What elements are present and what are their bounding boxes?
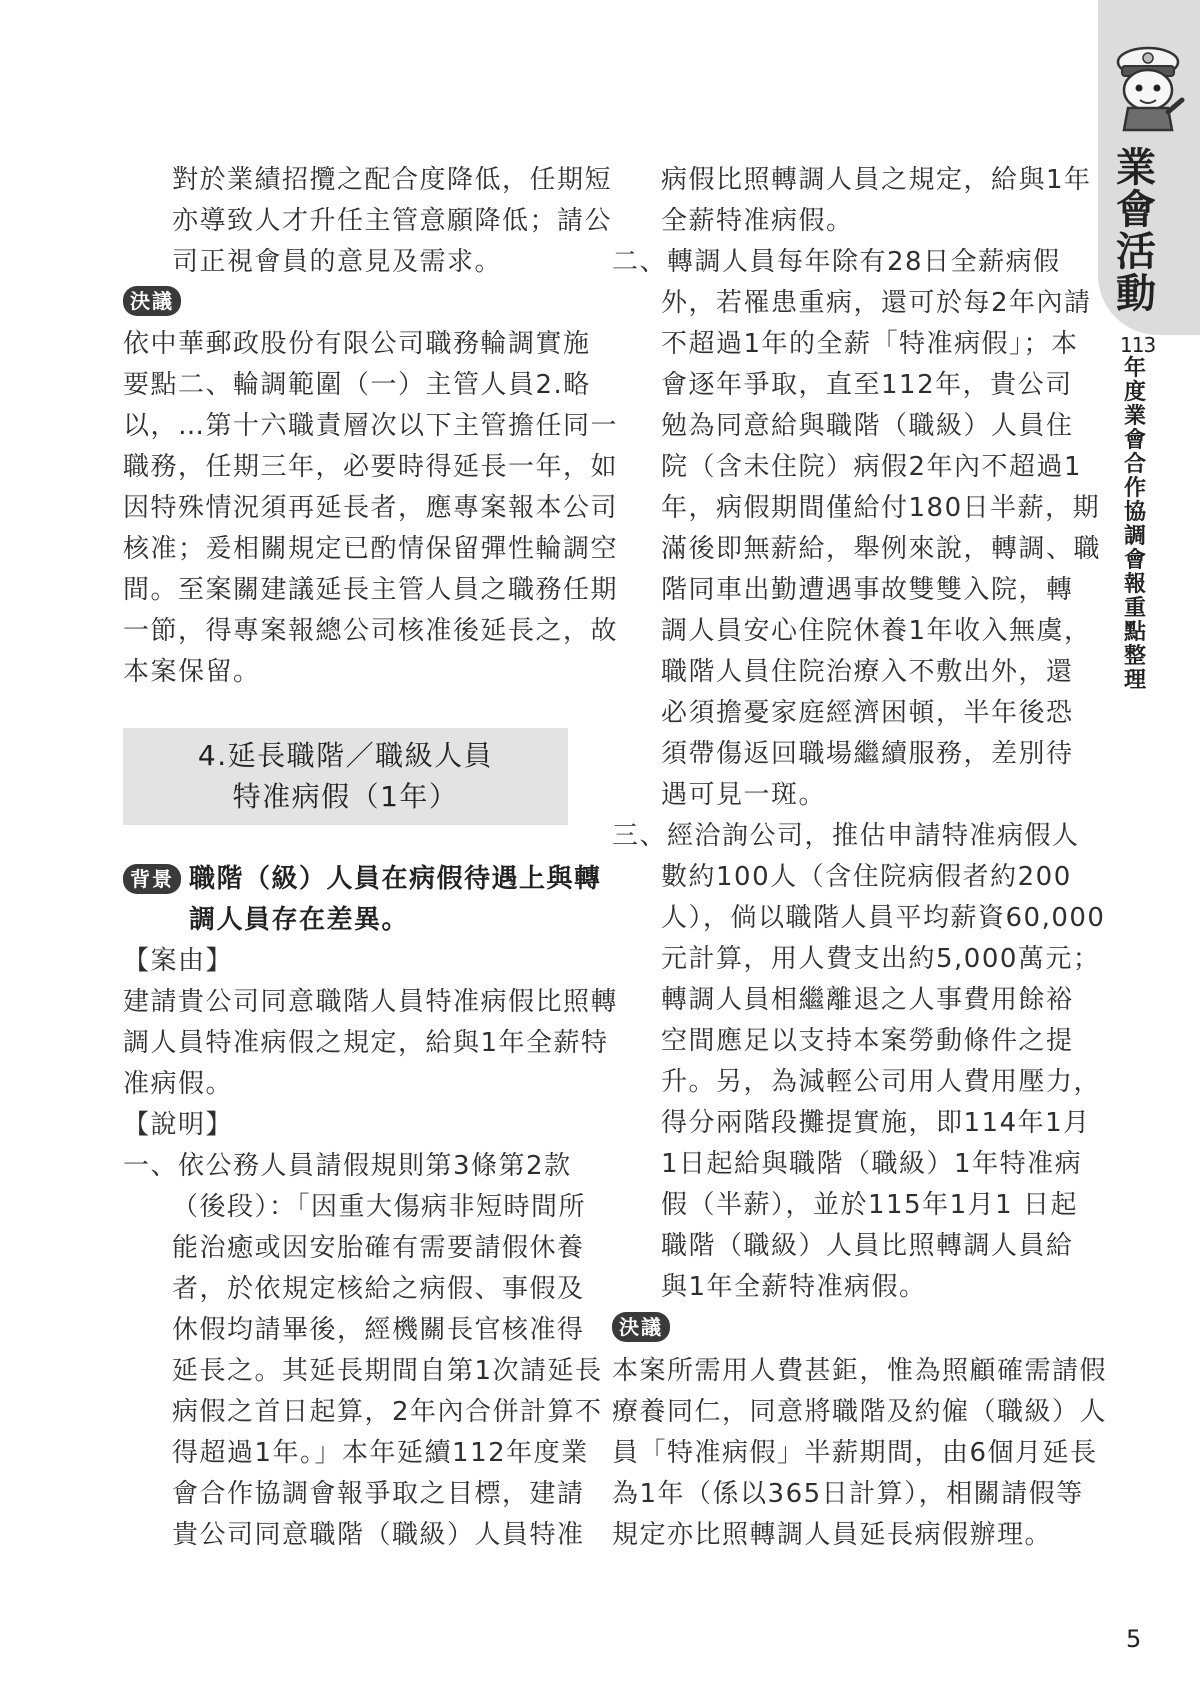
body-text-line: （後段）：「因重大傷病非短時間所 xyxy=(172,1192,587,1222)
body-text-line: 延長之。其延長期間自第1次請延長 xyxy=(172,1356,603,1386)
body-text-line: 員「特准病假」半薪期間，由6個月延長 xyxy=(612,1438,1098,1468)
running-header-number: 113 xyxy=(1120,333,1156,357)
body-text-line: 數約100人（含住院病假者約200 xyxy=(661,862,1072,892)
body-text-line: 年，病假期間僅給付180日半薪，期 xyxy=(661,493,1101,523)
body-text-line: 建請貴公司同意職階人員特准病假比照轉 xyxy=(123,987,619,1017)
case-label: 【案由】 xyxy=(123,946,234,976)
background-text-line: 職階（級）人員在病假待遇上與轉 xyxy=(189,864,602,894)
body-text-line: 不超過1年的全薪「特准病假」；本 xyxy=(661,329,1079,359)
body-text-line: 能治癒或因安胎確有需要請假休養 xyxy=(172,1233,585,1263)
body-text-line: 一節，得專案報總公司核准後延長之，故 xyxy=(123,616,619,646)
resolution-tag: 決議 xyxy=(612,1312,670,1342)
body-text-line: 亦導致人才升任主管意願降低；請公 xyxy=(172,206,613,236)
body-text-line: 間。至案關建議延長主管人員之職務任期 xyxy=(123,575,619,605)
police-mascot-icon xyxy=(1108,42,1188,134)
body-text-line: 職階（職級）人員比照轉調人員給 xyxy=(661,1231,1074,1261)
body-text-line: 須帶傷返回職場繼續服務，差別待 xyxy=(661,739,1074,769)
section-heading-line: 特准病假（1年） xyxy=(232,780,459,813)
body-text-line: 院（含未住院）病假2年內不超過1 xyxy=(661,452,1083,482)
body-text-line: 本案保留。 xyxy=(123,657,261,687)
body-text-line: 調人員特准病假之規定，給與1年全薪特 xyxy=(123,1028,609,1058)
running-header-char: 報 xyxy=(1123,572,1146,597)
running-header-char: 合 xyxy=(1123,452,1146,477)
body-text-line: 病假之首日起算，2年內合併計算不 xyxy=(172,1397,603,1427)
running-header-char: 重 xyxy=(1123,596,1146,621)
side-tab-char: 會 xyxy=(1116,186,1156,233)
body-text-line: 外，若罹患重病，還可於每2年內請 xyxy=(661,288,1092,318)
running-header-char: 業 xyxy=(1123,404,1146,429)
body-text-line: 三、經洽詢公司，推估申請特准病假人 xyxy=(612,821,1080,851)
body-text-line: 司正視會員的意見及需求。 xyxy=(172,247,503,277)
body-text-line: 假（半薪），並於115年1月1 日起 xyxy=(661,1190,1078,1220)
running-header-char: 會 xyxy=(1123,548,1146,573)
body-text-line: 1日起給與職階（職級）1年特准病 xyxy=(661,1149,1083,1179)
running-header-char: 年 xyxy=(1123,356,1146,381)
body-text-line: 職務，任期三年，必要時得延長一年，如 xyxy=(123,452,619,482)
side-tab-char: 業 xyxy=(1116,144,1156,191)
page-number: 5 xyxy=(1126,1625,1142,1653)
body-text-line: 轉調人員相繼離退之人事費用餘裕 xyxy=(661,985,1074,1015)
body-text-line: 必須擔憂家庭經濟困頓，半年後恐 xyxy=(661,698,1074,728)
body-text-line: 依中華郵政股份有限公司職務輪調實施 xyxy=(123,329,591,359)
body-text-line: 病假比照轉調人員之規定，給與1年 xyxy=(661,165,1092,195)
running-header-char: 會 xyxy=(1123,428,1146,453)
body-text-line: 會合作協調會報爭取之目標，建請 xyxy=(172,1479,585,1509)
running-header-char: 作 xyxy=(1123,476,1146,501)
body-text-line: 階同車出勤遭遇事故雙雙入院，轉 xyxy=(661,575,1074,605)
running-header-char: 點 xyxy=(1123,620,1146,645)
body-text-line: 遇可見一斑。 xyxy=(661,780,827,810)
body-text-line: 空間應足以支持本案勞動條件之提 xyxy=(661,1026,1074,1056)
side-tab-char: 動 xyxy=(1116,270,1156,317)
body-text-line: 要點二、輪調範圍（一）主管人員2.略 xyxy=(123,370,591,400)
body-text-line: 核准；爰相關規定已酌情保留彈性輪調空 xyxy=(123,534,619,564)
body-text-line: 因特殊情況須再延長者，應專案報本公司 xyxy=(123,493,619,523)
body-text-line: 與1年全薪特准病假。 xyxy=(661,1272,927,1302)
body-text-line: 升。另，為減輕公司用人費用壓力， xyxy=(661,1067,1102,1097)
body-text-line: 一、依公務人員請假規則第3條第2款 xyxy=(123,1151,572,1181)
side-tab-char: 活 xyxy=(1116,228,1156,275)
section-heading-line: 4.延長職階／職級人員 xyxy=(197,739,494,772)
body-text-line: 以，…第十六職責層次以下主管擔任同一 xyxy=(123,411,619,441)
explain-label: 【說明】 xyxy=(123,1110,234,1140)
running-header-char: 協 xyxy=(1123,500,1146,525)
background-tag: 背景 xyxy=(123,864,181,894)
body-text-line: 勉為同意給與職階（職級）人員住 xyxy=(661,411,1074,441)
body-text-line: 本案所需用人費甚鉅，惟為照顧確需請假 xyxy=(612,1356,1108,1386)
section-heading-box xyxy=(123,728,568,825)
running-header-char: 整 xyxy=(1123,644,1146,669)
body-text-line: 得超過1年。」本年延續112年度業 xyxy=(172,1438,589,1468)
background-text-line: 調人員存在差異。 xyxy=(189,905,410,935)
body-text-line: 會逐年爭取，直至112年，貴公司 xyxy=(661,370,1073,400)
body-text-line: 得分兩階段攤提實施，即114年1月 xyxy=(661,1108,1091,1138)
running-header-char: 理 xyxy=(1123,668,1146,693)
body-text-line: 全薪特准病假。 xyxy=(661,206,854,236)
body-text-line: 療養同仁，同意將職階及約僱（職級）人 xyxy=(612,1397,1108,1427)
body-text-line: 者，於依規定核給之病假、事假及 xyxy=(172,1274,585,1304)
resolution-tag: 決議 xyxy=(123,286,181,316)
body-text-line: 二、轉調人員每年除有28日全薪病假 xyxy=(612,247,1061,277)
body-text-line: 貴公司同意職階（職級）人員特准 xyxy=(172,1520,585,1550)
body-text-line: 滿後即無薪給，舉例來說，轉調、職 xyxy=(661,534,1102,564)
body-text-line: 規定亦比照轉調人員延長病假辦理。 xyxy=(612,1520,1053,1550)
running-header-char: 調 xyxy=(1123,524,1146,549)
body-text-line: 為1年（係以365日計算），相關請假等 xyxy=(612,1479,1084,1509)
body-text-line: 元計算，用人費支出約5,000萬元； xyxy=(661,944,1101,974)
body-text-line: 休假均請畢後，經機關長官核准得 xyxy=(172,1315,585,1345)
body-text-line: 職階人員住院治療入不敷出外，還 xyxy=(661,657,1074,687)
body-text-line: 人），倘以職階人員平均薪資60,000 xyxy=(661,903,1106,933)
body-text-line: 准病假。 xyxy=(123,1069,234,1099)
body-text-line: 調人員安心住院休養1年收入無虞， xyxy=(661,616,1092,646)
running-header-char: 度 xyxy=(1123,380,1146,405)
body-text-line: 對於業績招攬之配合度降低，任期短 xyxy=(172,165,613,195)
